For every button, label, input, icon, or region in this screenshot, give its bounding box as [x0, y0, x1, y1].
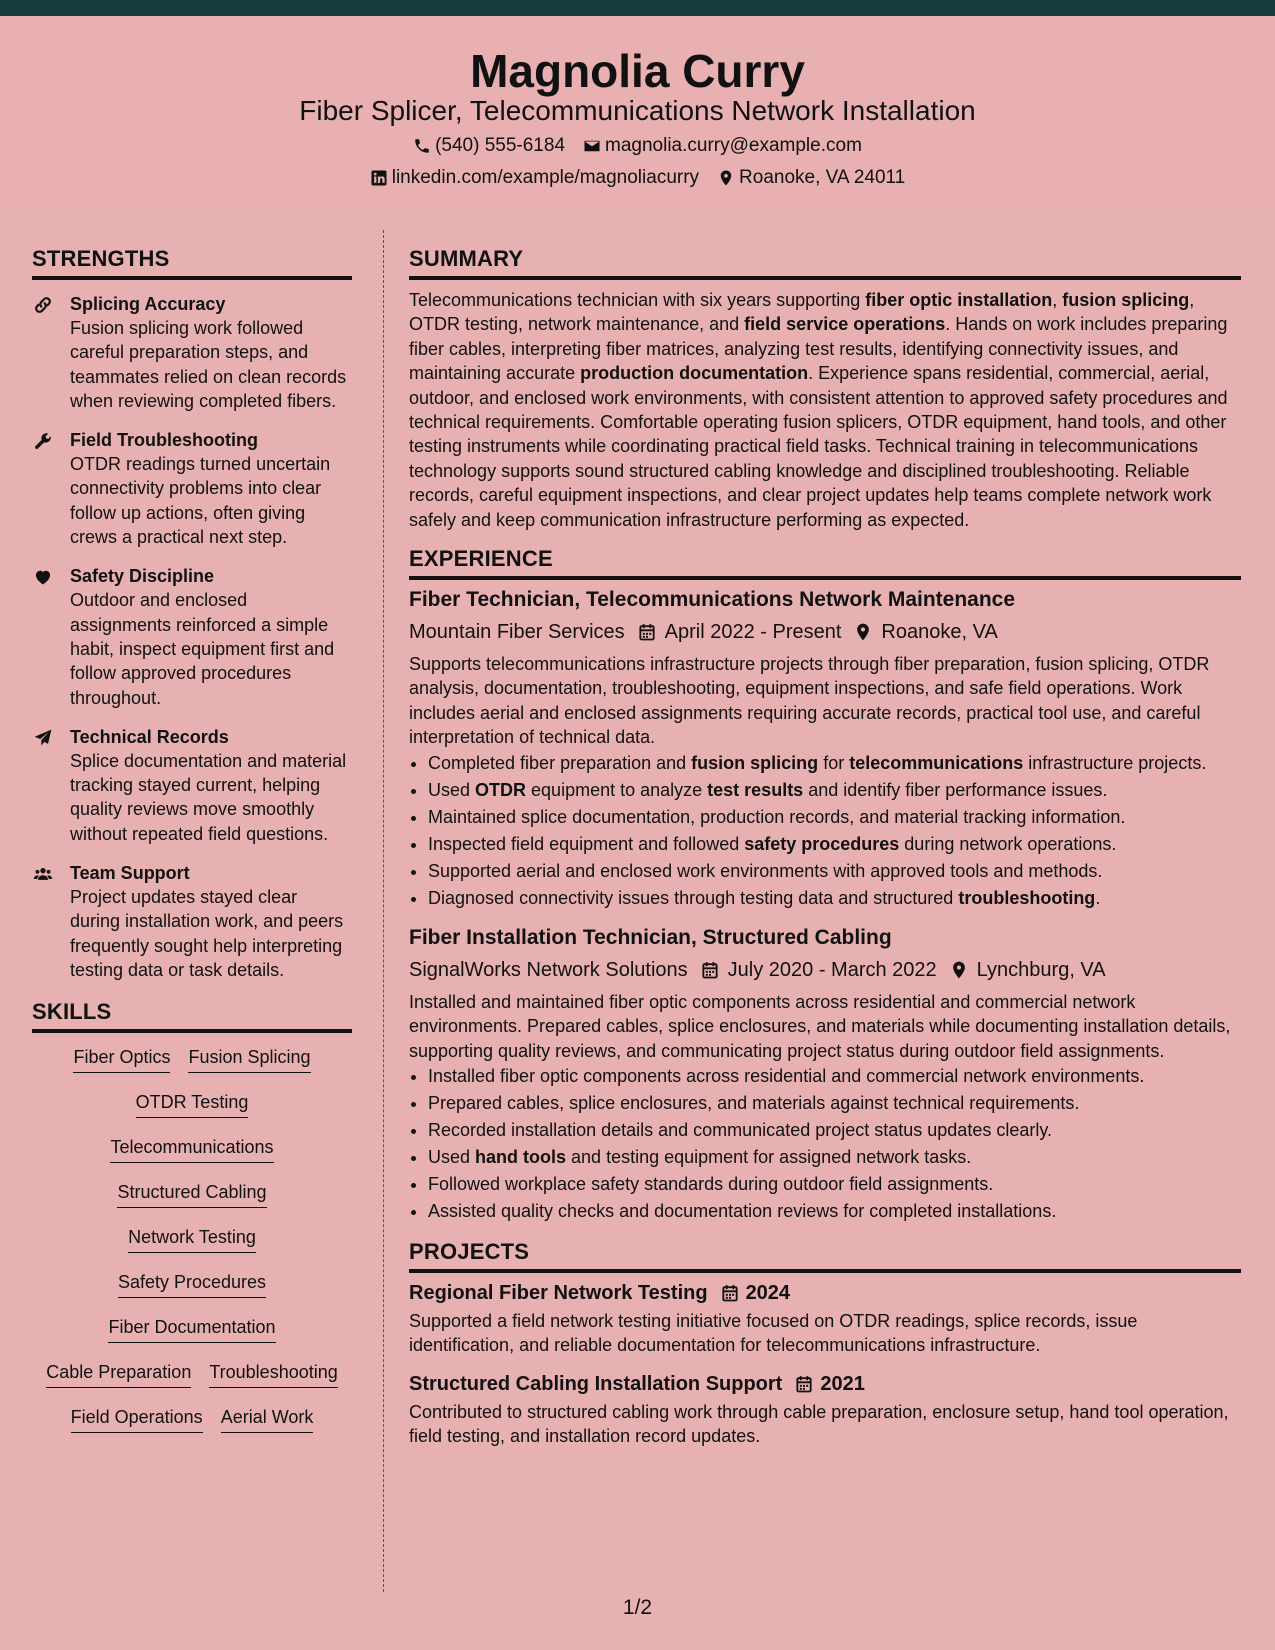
strength-title: Splicing Accuracy: [70, 294, 226, 314]
job-bullet: [428, 858, 1241, 885]
skill-row: [32, 1315, 352, 1360]
job-meta: [409, 618, 1241, 646]
job-bullet: [428, 777, 1241, 804]
projects-list: [409, 1279, 1241, 1449]
text-run: and identify fiber performance issues.: [803, 779, 1108, 800]
job-title: Fiber Technician, Telecommunications Network Maintenance: [409, 588, 1016, 612]
project-year: 2024: [745, 1281, 791, 1304]
bold-phrase: test results: [707, 779, 804, 800]
contact-row-2: [0, 166, 1275, 190]
project-entry: [409, 1370, 1241, 1449]
text-run: Recorded installation details and communicated project status updates clearly.: [428, 1119, 1053, 1140]
bold-phrase: OTDR: [475, 779, 527, 800]
strength-title: Safety Discipline: [70, 566, 215, 587]
left-column: [32, 244, 352, 1450]
heart-icon: [32, 567, 54, 587]
skill-row: [32, 1180, 352, 1225]
experience-heading: EXPERIENCE: [409, 544, 1241, 580]
project-header: [409, 1279, 1241, 1307]
skill-tag: OTDR Testing: [136, 1090, 249, 1118]
project-year: 2021: [820, 1372, 865, 1395]
text-run: Used: [428, 779, 476, 800]
envelope-icon: [583, 137, 601, 155]
phone-icon: [413, 137, 431, 155]
top-accent-bar: [0, 0, 1275, 16]
location-text: Roanoke, VA 24011: [739, 167, 906, 188]
strength-icon-wrap: [32, 564, 70, 709]
job-bullet: [428, 804, 1241, 831]
link-icon: [32, 295, 54, 315]
skill-tag: Telecommunications: [110, 1135, 273, 1163]
phone-text: (540) 555-6184: [435, 135, 566, 156]
text-run: Used: [428, 1146, 476, 1167]
job-bullet: [428, 1117, 1241, 1144]
text-run: , OTDR testing, network maintenance, and: [409, 290, 1195, 335]
skill-row: [32, 1045, 352, 1090]
linkedin-text[interactable]: linkedin.com/example/magnoliacurry: [391, 167, 700, 188]
candidate-name: Magnolia Curry: [470, 45, 805, 97]
skill-row: [32, 1405, 352, 1450]
skill-tag: Network Testing: [128, 1225, 256, 1253]
text-run: during network operations.: [899, 833, 1117, 854]
bold-phrase: fusion splicing: [691, 752, 819, 773]
project-description: Contributed to structured cabling work through cable preparation, enclosure setup, hand tool operation, field testing, and installation record updates.: [409, 1401, 1229, 1447]
strength-body: [70, 428, 352, 549]
job-entry: [409, 586, 1241, 912]
location-contact: [717, 166, 905, 190]
strength-icon-wrap: [32, 292, 70, 413]
job-company: SignalWorks Network Solutions: [409, 958, 688, 981]
text-run: equipment to analyze: [526, 779, 708, 800]
column-divider: [383, 230, 384, 1592]
strength-description: Outdoor and enclosed assignments reinforced a simple habit, inspect equipment first and follow approved procedures throughout.: [70, 590, 335, 708]
strength-description: Fusion splicing work followed careful preparation steps, and teammates relied on clean records when reviewing completed fibers.: [70, 318, 347, 411]
job-bullet: [428, 1063, 1241, 1090]
job-description: Installed and maintained fiber optic components across residential and commercial network environments. Prepared cables, splice enclosures, and materials while documenting installation details, supporting quality reviews, and communicating project status during outdoor field assignments.: [409, 991, 1231, 1061]
bold-phrase: telecommunications: [849, 752, 1024, 773]
skill-row: [32, 1135, 352, 1180]
job-bullets: [409, 750, 1241, 912]
page-number: 1/2: [622, 1596, 653, 1619]
strength-item: [32, 428, 352, 549]
skill-tag: Aerial Work: [221, 1405, 314, 1433]
bold-phrase: fiber optic installation: [865, 290, 1053, 310]
strength-body: [70, 292, 352, 413]
job-company: Mountain Fiber Services: [409, 621, 625, 644]
contact-row-1: [0, 134, 1275, 158]
text-run: Telecommunications technician with six years supporting: [409, 290, 866, 310]
email-contact[interactable]: [583, 134, 862, 158]
candidate-title: Fiber Splicer, Telecommunications Network Installation: [299, 95, 976, 126]
text-run: . Experience spans residential, commercial, aerial, outdoor, and enclosed work environments, with consistent attention to approved safety procedures and technical requirements. Comfortable operating fusion splicers, OTDR equipment, hand tools, and other testing instruments while coordinating practical field tasks. Technical training in telecommunications technology supports sound structured cabling knowledge and disciplined troubleshooting. Reliable records, careful equipment inspections, and clear project updates help teams complete network work safely and keep communication infrastructure performing as expected.: [409, 363, 1228, 530]
strength-item: [32, 861, 352, 982]
linkedin-contact[interactable]: [370, 166, 699, 190]
bold-phrase: field service operations: [744, 314, 946, 335]
job-bullet: [428, 885, 1241, 912]
project-title: Regional Fiber Network Testing: [409, 1281, 708, 1304]
project-title: Structured Cabling Installation Support: [409, 1372, 783, 1395]
bold-phrase: fusion splicing: [1062, 290, 1190, 310]
text-run: Followed workplace safety standards during outdoor field assignments.: [428, 1173, 994, 1194]
text-run: Supported aerial and enclosed work environments with approved tools and methods.: [428, 860, 1103, 881]
skill-tag: Troubleshooting: [209, 1360, 337, 1388]
calendar-icon: [637, 622, 657, 642]
strengths-list: [32, 292, 352, 982]
users-icon: [32, 864, 54, 884]
skill-tag: Cable Preparation: [46, 1360, 191, 1388]
job-bullet: [428, 750, 1241, 777]
project-entry: [409, 1279, 1241, 1358]
job-bullets: [409, 1063, 1241, 1225]
project-header: [409, 1370, 1241, 1398]
bold-phrase: production documentation: [580, 363, 809, 384]
job-bullet: [428, 1198, 1241, 1225]
strength-title: Field Troubleshooting: [70, 430, 258, 451]
job-bullet: [428, 831, 1241, 858]
job-meta: [409, 956, 1241, 984]
text-run: Completed fiber preparation and: [428, 752, 692, 773]
strength-item: [32, 292, 352, 413]
job-bullet: [428, 1090, 1241, 1117]
text-run: .: [1095, 887, 1101, 908]
linkedin-icon: [370, 169, 388, 187]
job-entry: [409, 924, 1241, 1225]
job-dates: July 2020 - March 2022: [727, 958, 937, 981]
strength-description: Splice documentation and material tracking stayed current, helping quality reviews move smoothly without repeated field questions.: [70, 750, 347, 844]
text-run: infrastructure projects.: [1023, 752, 1207, 773]
calendar-icon: [700, 960, 720, 980]
summary-heading: SUMMARY: [409, 244, 1241, 280]
calendar-icon: [720, 1283, 740, 1303]
project-description: Supported a field network testing initiative focused on OTDR readings, splice records, issue identification, and reliable documentation for telecommunications infrastructure.: [409, 1310, 1138, 1356]
text-run: Assisted quality checks and documentation reviews for completed installations.: [428, 1200, 1057, 1221]
skill-row: [32, 1270, 352, 1315]
phone-contact: [413, 134, 565, 158]
text-run: Prepared cables, splice enclosures, and materials against technical requirements.: [428, 1092, 1080, 1113]
resume-header: [0, 16, 1275, 204]
strength-icon-wrap: [32, 861, 70, 982]
job-location: Lynchburg, VA: [976, 958, 1106, 981]
job-dates: April 2022 - Present: [664, 621, 842, 644]
text-run: and testing equipment for assigned network tasks.: [566, 1146, 972, 1167]
right-column: [409, 244, 1241, 1449]
text-run: Inspected field equipment and followed: [428, 833, 745, 854]
skills-list: [32, 1045, 352, 1450]
skill-row: [32, 1090, 352, 1135]
bold-phrase: safety procedures: [744, 833, 900, 854]
bold-phrase: troubleshooting: [958, 887, 1096, 908]
skill-tag: Field Operations: [71, 1405, 203, 1433]
strength-title: Technical Records: [70, 726, 229, 747]
experience-list: [409, 586, 1241, 1225]
strength-body: [70, 861, 352, 982]
text-run: for: [818, 752, 850, 773]
strength-icon-wrap: [32, 725, 70, 846]
skill-tag: Safety Procedures: [118, 1270, 266, 1298]
skill-tag: Fiber Optics: [73, 1045, 170, 1073]
job-bullet: [428, 1171, 1241, 1198]
strength-item: [32, 564, 352, 709]
strength-body: [70, 564, 352, 709]
strength-description: OTDR readings turned uncertain connectivity problems into clear follow up actions, often giving crews a practical next step.: [70, 454, 331, 548]
paper-plane-icon: [32, 728, 54, 748]
skills-heading: SKILLS: [32, 997, 352, 1033]
text-run: ,: [1052, 290, 1063, 310]
skill-tag: Fiber Documentation: [108, 1315, 275, 1343]
email-text[interactable]: magnolia.curry@example.com: [605, 135, 862, 156]
map-pin-icon: [949, 960, 969, 980]
map-pin-icon: [853, 622, 873, 642]
text-run: Diagnosed connectivity issues through testing data and structured: [428, 887, 959, 908]
text-run: . Hands on work includes preparing fiber cables, interpreting fiber matrices, analyzing test results, identifying connectivity issues, and maintaining accurate: [409, 314, 1228, 384]
strengths-heading: STRENGTHS: [32, 244, 352, 280]
skill-tag: Structured Cabling: [117, 1180, 266, 1208]
summary-text: [409, 288, 1241, 532]
bold-phrase: hand tools: [475, 1146, 567, 1167]
job-description: Supports telecommunications infrastructure projects through fiber preparation, fusion splicing, OTDR analysis, documentation, troubleshooting, equipment inspections, and safe field operations. Work includes aerial and enclosed assignments requiring accurate records, practical tool use, and careful interpretation of technical data.: [409, 654, 1210, 748]
skill-row: [32, 1360, 352, 1405]
projects-heading: PROJECTS: [409, 1237, 1241, 1273]
map-pin-icon: [717, 169, 735, 187]
strength-icon-wrap: [32, 428, 70, 549]
wrench-icon: [32, 431, 54, 451]
strength-body: [70, 725, 352, 846]
job-title: Fiber Installation Technician, Structured Cabling: [409, 925, 892, 949]
text-run: Installed fiber optic components across residential and commercial network environments.: [428, 1065, 1145, 1086]
job-bullet: [428, 1144, 1241, 1171]
calendar-icon: [794, 1374, 814, 1394]
text-run: Maintained splice documentation, production records, and material tracking information.: [428, 806, 1126, 827]
job-location: Roanoke, VA: [881, 621, 998, 644]
strength-item: [32, 725, 352, 846]
skill-tag: Fusion Splicing: [188, 1045, 310, 1073]
strength-description: Project updates stayed clear during installation work, and peers frequently sought help interpreting testing data or task details.: [70, 887, 344, 980]
strength-title: Team Support: [70, 863, 190, 884]
skill-row: [32, 1225, 352, 1270]
